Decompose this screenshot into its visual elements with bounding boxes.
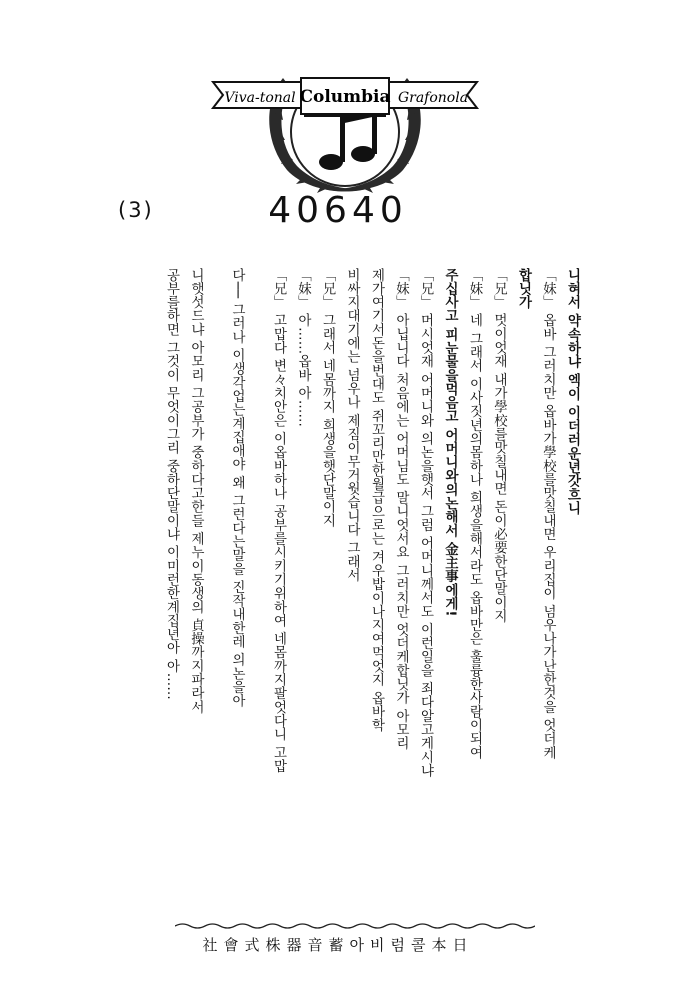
script-line: 「妹」 아……옵바 아……	[295, 268, 311, 428]
script-line: 「妹」 네 그래서 이사짓년의몸하나 희생을해서라도 옵바만은 훌륭한사람이되여	[467, 268, 482, 760]
script-line: 니햇섯드냐 아모리 그공부가 중하다고한들 제누이동생의 貞操까지파라서	[188, 268, 204, 714]
script-line: 「兄」 고맙다 변々치안은 이옵바하나 공부를시키기위하여 네몸까지팔엇다니 고맙	[271, 268, 286, 773]
script-line: 제가여기서돈을번대도 쥐꼬리만한월급으로는 겨우밥이나지여먹엇지 옵바학	[369, 268, 384, 732]
script-line: 비싸지대기에는 넘우나 제짐이무거웟습니다 그래서	[344, 268, 360, 582]
logo-right-text: Grafonola	[397, 90, 469, 106]
script-line: 니혀서 약속하냐 엑이 이더러운년갓흐니	[565, 268, 580, 515]
script-line: 「兄」 머시엇재 어머니와 의논을햇서 그럼 어머니께서도 이런일을 죄다알고게시냐	[418, 268, 433, 778]
script-text	[92, 268, 584, 913]
script-line: 「妹」 아닙니다 처음에는 어머님도 말니엇서요 그러치만 엇더케합닛가 아모리	[393, 268, 409, 750]
script-line: 주십사고 피눈물을먹음고 어머니와의논해서 金主事에게!	[442, 268, 458, 617]
script-line: 다── 그러나 이생각업는계집애야 왜 그런다는말을 진작내한레 의논을아	[229, 268, 245, 708]
script-line: 공부를하면 그것이 무엇이그리 중하단말이냐 이미런한계집년아 아……	[164, 268, 179, 701]
columbia-logo	[205, 20, 485, 200]
script-line: 「兄」 멋이엇재 내가學校를맛칠내면 돈이必要한단말이지	[491, 268, 507, 623]
script-line: 「妹」 옵바 그러치만 옵바가學校를맛칠내면 우리집이 넘우나가난한것을 엇더케	[540, 268, 556, 760]
wavy-divider	[175, 922, 535, 930]
logo-left-text: Viva-tonal	[224, 90, 296, 106]
script-line: 「兄」 그래서 네몸까지 희생을햇단말이지	[320, 268, 335, 528]
side-number: (3)	[118, 198, 154, 222]
company-name: 日本콜럼비아蓄音器株式會社	[202, 936, 474, 954]
script-line: 합닛가	[516, 268, 531, 309]
logo-brand: Columbia	[299, 87, 391, 107]
catalog-number: 40640	[268, 190, 408, 231]
